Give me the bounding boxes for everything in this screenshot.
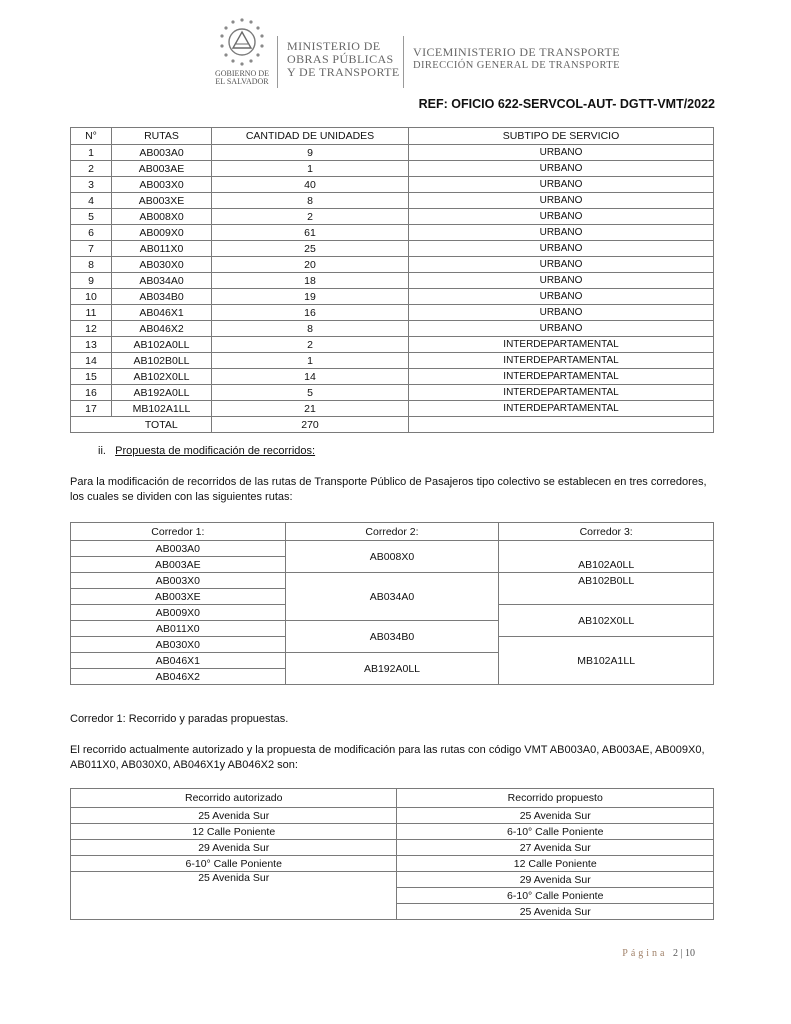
recorridos-table	[70, 788, 714, 920]
propuesto-cell: 12 Calle Poniente	[397, 856, 714, 872]
corredor2-cell: AB192A0LL	[285, 653, 499, 685]
header-divider	[277, 36, 278, 88]
unit-count: 1	[212, 161, 409, 177]
table-row	[71, 856, 714, 872]
viceministry-name	[413, 45, 620, 72]
table-row	[71, 305, 714, 321]
total-value: 270	[212, 417, 409, 433]
seal-caption	[208, 70, 276, 86]
route-code: MB102A1LL	[112, 401, 212, 417]
corredor1-cell: AB030X0	[71, 637, 286, 653]
total-pages: 10	[685, 948, 695, 959]
row-number: 8	[71, 257, 112, 273]
table-row	[71, 385, 714, 401]
service-subtype: URBANO	[409, 209, 714, 225]
routes-units-table	[70, 127, 714, 433]
autorizado-cell: 29 Avenida Sur	[71, 840, 397, 856]
table-row	[71, 321, 714, 337]
corredor1-cell: AB003A0	[71, 541, 286, 557]
table-row	[71, 872, 714, 888]
autorizado-cell: 25 Avenida Sur	[71, 808, 397, 824]
table-row	[71, 401, 714, 417]
row-number: 12	[71, 321, 112, 337]
table-header-row	[71, 523, 714, 541]
header-subtype: SUBTIPO DE SERVICIO	[409, 128, 714, 145]
service-subtype: URBANO	[409, 145, 714, 161]
table-row	[71, 145, 714, 161]
route-code: AB003A0	[112, 145, 212, 161]
table-row	[71, 824, 714, 840]
route-code: AB003X0	[112, 177, 212, 193]
header-routes: RUTAS	[112, 128, 212, 145]
propuesto-cell: 6-10° Calle Poniente	[397, 888, 714, 904]
table-row	[71, 241, 714, 257]
corredor1-cell: AB003X0	[71, 573, 286, 589]
corredor3-cell: AB102A0LL	[499, 541, 714, 573]
table-row	[71, 840, 714, 856]
unit-count: 2	[212, 209, 409, 225]
service-subtype: URBANO	[409, 193, 714, 209]
header-corredor-3: Corredor 3:	[499, 523, 714, 541]
route-code: AB192A0LL	[112, 385, 212, 401]
service-subtype: URBANO	[409, 289, 714, 305]
paragraph-corridors: Para la modificación de recorridos de las rutas de Transporte Público de Pasajeros tipo colectivo se establecen en tres corredores, los cuales se dividen con las siguientes rutas:	[70, 476, 707, 503]
propuesto-cell: 27 Avenida Sur	[397, 840, 714, 856]
route-code: AB102B0LL	[112, 353, 212, 369]
unit-count: 16	[212, 305, 409, 321]
row-number: 10	[71, 289, 112, 305]
route-code: AB034A0	[112, 273, 212, 289]
route-code: AB034B0	[112, 289, 212, 305]
row-number: 15	[71, 369, 112, 385]
table-row	[71, 541, 714, 557]
current-page: 2	[672, 948, 678, 959]
service-subtype: INTERDEPARTAMENTAL	[409, 385, 714, 401]
unit-count: 14	[212, 369, 409, 385]
corridors-table	[70, 522, 714, 685]
table-row	[71, 573, 714, 589]
corredor1-cell: AB011X0	[71, 621, 286, 637]
row-number: 13	[71, 337, 112, 353]
table-row	[71, 289, 714, 305]
row-number: 5	[71, 209, 112, 225]
unit-count: 21	[212, 401, 409, 417]
unit-count: 20	[212, 257, 409, 273]
section-title: Propuesta de modificación de recorridos:	[115, 445, 316, 457]
paragraph-routes: El recorrido actualmente autorizado y la propuesta de modificación para las rutas con código VMT AB003A0, AB003AE, AB009X0, AB011X0, AB030X0, AB046X1y AB046X2 son:	[70, 744, 705, 771]
corredor1-cell: AB003AE	[71, 557, 286, 573]
corredor3-cell: AB102X0LL	[499, 605, 714, 637]
table-row	[71, 808, 714, 824]
ministry-line: Y DE TRANSPORTE	[287, 65, 400, 79]
ministry-name	[287, 40, 400, 79]
unit-count: 5	[212, 385, 409, 401]
table-row	[71, 209, 714, 225]
page-footer	[622, 948, 695, 959]
service-subtype: URBANO	[409, 177, 714, 193]
header-units: CANTIDAD DE UNIDADES	[212, 128, 409, 145]
ministry-line: MINISTERIO DE	[287, 39, 381, 53]
table-header-row	[71, 128, 714, 145]
header-divider	[403, 36, 404, 88]
row-number: 2	[71, 161, 112, 177]
table-row	[71, 353, 714, 369]
page-number: 2 | 10	[672, 948, 695, 959]
page-label: Página	[622, 948, 668, 959]
service-subtype: URBANO	[409, 161, 714, 177]
table-row	[71, 193, 714, 209]
unit-count: 9	[212, 145, 409, 161]
row-number: 11	[71, 305, 112, 321]
row-number: 1	[71, 145, 112, 161]
corredor3-cell: MB102A1LL	[499, 637, 714, 685]
unit-count: 2	[212, 337, 409, 353]
table-row	[71, 337, 714, 353]
unit-count: 1	[212, 353, 409, 369]
table-header-row	[71, 789, 714, 808]
route-code: AB030X0	[112, 257, 212, 273]
corredor1-title: Corredor 1: Recorrido y paradas propuestas.	[70, 713, 289, 725]
corredor2-cell: AB034B0	[285, 621, 499, 653]
table-row	[71, 161, 714, 177]
service-subtype: URBANO	[409, 273, 714, 289]
service-subtype: URBANO	[409, 241, 714, 257]
unit-count: 19	[212, 289, 409, 305]
propuesto-cell: 25 Avenida Sur	[397, 808, 714, 824]
seal-caption-line: EL SALVADOR	[215, 77, 269, 86]
service-subtype: URBANO	[409, 321, 714, 337]
total-empty	[409, 417, 714, 433]
route-code: AB011X0	[112, 241, 212, 257]
unit-count: 25	[212, 241, 409, 257]
corredor1-cell: AB046X1	[71, 653, 286, 669]
header-number: N°	[71, 128, 112, 145]
route-code: AB046X1	[112, 305, 212, 321]
corredor2-cell: AB008X0	[285, 541, 499, 573]
table-row	[71, 273, 714, 289]
service-subtype: INTERDEPARTAMENTAL	[409, 337, 714, 353]
row-number: 3	[71, 177, 112, 193]
row-number: 16	[71, 385, 112, 401]
route-code: AB003XE	[112, 193, 212, 209]
ministry-line: OBRAS PÚBLICAS	[287, 52, 394, 66]
section-marker: ii.	[98, 445, 106, 457]
row-number: 7	[71, 241, 112, 257]
autorizado-cell: 25 Avenida Sur	[71, 872, 397, 920]
direccion-line: DIRECCIÓN GENERAL DE TRANSPORTE	[413, 60, 620, 71]
row-number: 6	[71, 225, 112, 241]
route-code: AB008X0	[112, 209, 212, 225]
service-subtype: INTERDEPARTAMENTAL	[409, 401, 714, 417]
corredor1-cell: AB003XE	[71, 589, 286, 605]
route-code: AB046X2	[112, 321, 212, 337]
route-code: AB102X0LL	[112, 369, 212, 385]
propuesto-cell: 25 Avenida Sur	[397, 904, 714, 920]
service-subtype: INTERDEPARTAMENTAL	[409, 353, 714, 369]
section-ii-heading	[98, 445, 315, 457]
total-row	[71, 417, 714, 433]
reference-number: REF: OFICIO 622-SERVCOL-AUT- DGTT-VMT/2022	[418, 97, 715, 111]
table-row	[71, 225, 714, 241]
autorizado-cell: 12 Calle Poniente	[71, 824, 397, 840]
row-number: 9	[71, 273, 112, 289]
corredor1-cell: AB046X2	[71, 669, 286, 685]
propuesto-cell: 29 Avenida Sur	[397, 872, 714, 888]
service-subtype: INTERDEPARTAMENTAL	[409, 369, 714, 385]
autorizado-cell: 6-10° Calle Poniente	[71, 856, 397, 872]
corredor2-cell: AB034A0	[285, 573, 499, 621]
header-corredor-1: Corredor 1:	[71, 523, 286, 541]
unit-count: 8	[212, 321, 409, 337]
unit-count: 61	[212, 225, 409, 241]
table-row	[71, 369, 714, 385]
unit-count: 8	[212, 193, 409, 209]
corredor1-cell: AB009X0	[71, 605, 286, 621]
header-autorizado: Recorrido autorizado	[71, 789, 397, 808]
unit-count: 40	[212, 177, 409, 193]
service-subtype: URBANO	[409, 305, 714, 321]
propuesto-cell: 6-10° Calle Poniente	[397, 824, 714, 840]
unit-count: 18	[212, 273, 409, 289]
header-corredor-2: Corredor 2:	[285, 523, 499, 541]
viceministry-line: VICEMINISTERIO DE TRANSPORTE	[413, 45, 620, 59]
table-row	[71, 177, 714, 193]
service-subtype: URBANO	[409, 257, 714, 273]
row-number: 17	[71, 401, 112, 417]
corredor3-cell: AB102B0LL	[499, 573, 714, 605]
row-number: 14	[71, 353, 112, 369]
header-propuesto: Recorrido propuesto	[397, 789, 714, 808]
route-code: AB003AE	[112, 161, 212, 177]
route-code: AB009X0	[112, 225, 212, 241]
total-spacer	[71, 417, 112, 433]
total-label: TOTAL	[112, 417, 212, 433]
row-number: 4	[71, 193, 112, 209]
seal-caption-line: GOBIERNO DE	[215, 69, 269, 78]
service-subtype: URBANO	[409, 225, 714, 241]
table-row	[71, 257, 714, 273]
route-code: AB102A0LL	[112, 337, 212, 353]
